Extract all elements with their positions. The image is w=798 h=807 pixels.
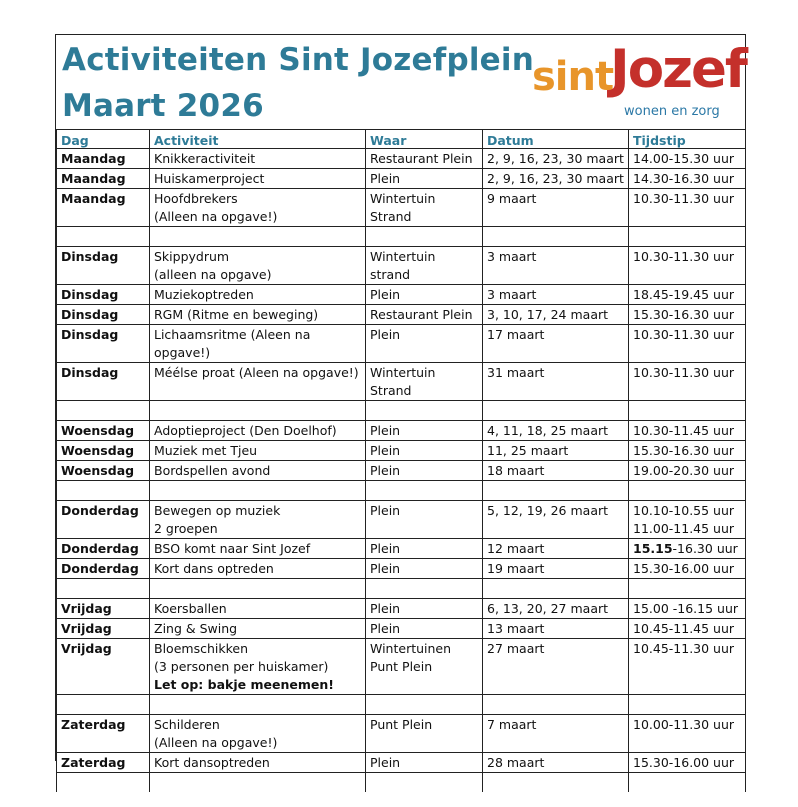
time-text: 10.30-11.30 uur <box>633 191 735 206</box>
date-text: 19 maart <box>487 561 545 576</box>
location-cell <box>366 539 483 559</box>
activity-cell <box>150 363 366 401</box>
document-header <box>56 35 745 130</box>
empty-cell <box>366 481 483 501</box>
location-text: Plein <box>370 503 401 518</box>
activity-text: RGM (Ritme en beweging) <box>154 307 319 322</box>
date-cell <box>483 501 629 539</box>
day-cell: Zaterdag <box>57 715 150 753</box>
spacer-row <box>57 773 746 793</box>
empty-cell <box>57 481 150 501</box>
location-text: Plein <box>370 755 401 770</box>
location-text: Plein <box>370 561 401 576</box>
location-cell <box>366 599 483 619</box>
empty-cell <box>57 401 150 421</box>
table-row <box>57 461 746 481</box>
day-cell: Woensdag <box>57 421 150 441</box>
column-header-dag: Dag <box>57 130 150 149</box>
activity-cell <box>150 461 366 481</box>
spacer-row <box>57 227 746 247</box>
time-text: 15.30-16.00 uur <box>633 755 735 770</box>
table-row <box>57 539 746 559</box>
time-cell <box>629 559 746 579</box>
empty-cell <box>57 579 150 599</box>
day-cell: Vrijdag <box>57 599 150 619</box>
activity-text: Schilderen <box>154 717 220 732</box>
activity-text: Skippydrum <box>154 249 230 264</box>
time-text: 10.10-10.55 uur <box>633 503 735 518</box>
activity-cell <box>150 149 366 169</box>
empty-cell <box>629 481 746 501</box>
activity-text: Bloemschikken <box>154 641 248 656</box>
activity-text: Knikkeractiviteit <box>154 151 256 166</box>
activity-text: Muziek met Tjeu <box>154 443 258 458</box>
activity-cell <box>150 501 366 539</box>
table-row <box>57 363 746 401</box>
location-text: Punt Plein <box>370 717 433 732</box>
activity-text: Lichaamsritme (Aleen na <box>154 327 311 342</box>
page-title: Activiteiten Sint Jozefplein <box>62 42 534 78</box>
day-cell: Woensdag <box>57 461 150 481</box>
activity-text: Zing & Swing <box>154 621 238 636</box>
time-text: 10.30-11.30 uur <box>633 327 735 342</box>
date-text: 18 maart <box>487 463 545 478</box>
location-text: Wintertuinen <box>370 641 452 656</box>
table-row <box>57 501 746 539</box>
date-text: 7 maart <box>487 717 537 732</box>
table-row <box>57 149 746 169</box>
table-body <box>57 149 746 793</box>
date-text: 3 maart <box>487 287 537 302</box>
table-row <box>57 421 746 441</box>
date-cell <box>483 539 629 559</box>
time-text: 14.30-16.30 uur <box>633 171 735 186</box>
table-header-row <box>57 130 746 149</box>
time-text: 10.45-11.45 uur <box>633 621 735 636</box>
document-page <box>55 34 746 770</box>
column-header-activiteit: Activiteit <box>150 130 366 149</box>
empty-cell <box>629 579 746 599</box>
activity-text: BSO komt naar Sint Jozef <box>154 541 311 556</box>
location-cell <box>366 441 483 461</box>
time-cell <box>629 539 746 559</box>
day-cell: Vrijdag <box>57 619 150 639</box>
location-text: Punt Plein <box>370 659 433 674</box>
time-text: 15.30-16.00 uur <box>633 561 735 576</box>
date-text: 3 maart <box>487 249 537 264</box>
day-cell: Dinsdag <box>57 363 150 401</box>
location-cell <box>366 169 483 189</box>
date-cell <box>483 599 629 619</box>
empty-cell <box>57 695 150 715</box>
activity-cell <box>150 753 366 773</box>
table-row <box>57 305 746 325</box>
empty-cell <box>150 401 366 421</box>
time-end: -16.30 uur <box>672 541 738 556</box>
sint-jozef-logo <box>532 39 746 125</box>
time-text: 14.00-15.30 uur <box>633 151 735 166</box>
date-cell <box>483 715 629 753</box>
empty-cell <box>483 579 629 599</box>
time-cell <box>629 169 746 189</box>
location-text: Plein <box>370 601 401 616</box>
date-text: 13 maart <box>487 621 545 636</box>
table-row <box>57 325 746 363</box>
activity-cell <box>150 441 366 461</box>
location-cell <box>366 501 483 539</box>
page-subtitle: Maart 2026 <box>62 88 264 124</box>
empty-cell <box>366 227 483 247</box>
day-cell: Maandag <box>57 149 150 169</box>
date-cell <box>483 325 629 363</box>
location-text: Restaurant Plein <box>370 307 473 322</box>
location-cell <box>366 461 483 481</box>
date-cell <box>483 305 629 325</box>
day-cell: Woensdag <box>57 441 150 461</box>
location-text: Strand <box>370 383 412 398</box>
empty-cell <box>366 401 483 421</box>
activity-text: Bordspellen avond <box>154 463 271 478</box>
time-start: 15.15 <box>633 541 673 556</box>
empty-cell <box>150 227 366 247</box>
date-text: 5, 12, 19, 26 maart <box>487 503 609 518</box>
table-row <box>57 753 746 773</box>
date-text: 2, 9, 16, 23, 30 maart <box>487 171 624 186</box>
activity-cell <box>150 559 366 579</box>
activity-cell <box>150 169 366 189</box>
empty-cell <box>366 773 483 793</box>
location-cell <box>366 619 483 639</box>
activity-text: 2 groepen <box>154 521 218 536</box>
activity-cell <box>150 325 366 363</box>
location-text: Plein <box>370 287 401 302</box>
date-cell <box>483 421 629 441</box>
time-cell <box>629 461 746 481</box>
time-text: 10.45-11.30 uur <box>633 641 735 656</box>
empty-cell <box>57 227 150 247</box>
date-text: 17 maart <box>487 327 545 342</box>
date-cell <box>483 619 629 639</box>
location-cell <box>366 285 483 305</box>
date-cell <box>483 753 629 773</box>
time-text: 11.00-11.45 uur <box>633 521 735 536</box>
time-text: 19.00-20.30 uur <box>633 463 735 478</box>
activity-cell <box>150 305 366 325</box>
date-cell <box>483 363 629 401</box>
spacer-row <box>57 401 746 421</box>
time-text: 18.45-19.45 uur <box>633 287 735 302</box>
location-text: Wintertuin <box>370 249 436 264</box>
spacer-row <box>57 695 746 715</box>
location-cell <box>366 325 483 363</box>
table-row <box>57 285 746 305</box>
empty-cell <box>366 579 483 599</box>
location-text: Plein <box>370 621 401 636</box>
table-row <box>57 189 746 227</box>
time-text: 10.30-11.45 uur <box>633 423 735 438</box>
day-cell: Dinsdag <box>57 325 150 363</box>
empty-cell <box>150 695 366 715</box>
spacer-row <box>57 481 746 501</box>
time-cell <box>629 619 746 639</box>
activity-cell <box>150 715 366 753</box>
day-cell: Donderdag <box>57 501 150 539</box>
empty-cell <box>150 579 366 599</box>
location-cell <box>366 363 483 401</box>
time-cell <box>629 501 746 539</box>
activity-cell <box>150 619 366 639</box>
activity-text: Hoofdbrekers <box>154 191 238 206</box>
time-cell <box>629 753 746 773</box>
date-text: 12 maart <box>487 541 545 556</box>
time-cell <box>629 639 746 695</box>
date-text: 31 maart <box>487 365 545 380</box>
location-text: Strand <box>370 209 412 224</box>
day-cell: Vrijdag <box>57 639 150 695</box>
location-cell <box>366 189 483 227</box>
location-cell <box>366 305 483 325</box>
activity-text: (Alleen na opgave!) <box>154 209 278 224</box>
activity-cell <box>150 285 366 305</box>
table-row <box>57 715 746 753</box>
empty-cell <box>483 481 629 501</box>
activity-schedule-table <box>56 129 746 792</box>
date-cell <box>483 149 629 169</box>
date-text: 28 maart <box>487 755 545 770</box>
location-text: Plein <box>370 171 401 186</box>
activity-text: Méélse proat (Aleen na opgave!) <box>154 365 359 380</box>
activity-text: (Alleen na opgave!) <box>154 735 278 750</box>
table-row <box>57 559 746 579</box>
location-text: Plein <box>370 327 401 342</box>
location-text: strand <box>370 267 411 282</box>
date-cell <box>483 461 629 481</box>
spacer-row <box>57 579 746 599</box>
time-text: 15.30-16.30 uur <box>633 307 735 322</box>
table-row <box>57 441 746 461</box>
location-cell <box>366 559 483 579</box>
column-header-tijdstip: Tijdstip <box>629 130 746 149</box>
activity-text: Muziekoptreden <box>154 287 254 302</box>
empty-cell <box>629 773 746 793</box>
location-text: Plein <box>370 463 401 478</box>
activity-cell <box>150 539 366 559</box>
activity-text: Kort dansoptreden <box>154 755 270 770</box>
empty-cell <box>483 695 629 715</box>
date-cell <box>483 189 629 227</box>
time-text: 15.00 -16.15 uur <box>633 601 739 616</box>
time-cell <box>629 189 746 227</box>
activity-cell <box>150 639 366 695</box>
column-header-datum: Datum <box>483 130 629 149</box>
activity-cell <box>150 421 366 441</box>
activity-cell <box>150 189 366 227</box>
time-cell <box>629 715 746 753</box>
empty-cell <box>629 401 746 421</box>
time-text: 10.30-11.30 uur <box>633 249 735 264</box>
location-text: Restaurant Plein <box>370 151 473 166</box>
logo-jozef-text: Jozef <box>610 39 746 100</box>
empty-cell <box>150 773 366 793</box>
date-text: 4, 11, 18, 25 maart <box>487 423 609 438</box>
activity-text: Bewegen op muziek <box>154 503 281 518</box>
date-text: 3, 10, 17, 24 maart <box>487 307 609 322</box>
empty-cell <box>483 401 629 421</box>
location-cell <box>366 639 483 695</box>
day-cell: Dinsdag <box>57 285 150 305</box>
location-cell <box>366 247 483 285</box>
time-cell <box>629 285 746 305</box>
time-cell <box>629 149 746 169</box>
date-cell <box>483 285 629 305</box>
date-text: 11, 25 maart <box>487 443 569 458</box>
empty-cell <box>57 773 150 793</box>
date-text: 2, 9, 16, 23, 30 maart <box>487 151 624 166</box>
activity-text: Huiskamerproject <box>154 171 265 186</box>
date-text: 6, 13, 20, 27 maart <box>487 601 609 616</box>
activity-text: Kort dans optreden <box>154 561 274 576</box>
table-row <box>57 619 746 639</box>
location-cell <box>366 421 483 441</box>
time-cell <box>629 363 746 401</box>
date-text: 27 maart <box>487 641 545 656</box>
location-text: Wintertuin <box>370 191 436 206</box>
activity-text: opgave!) <box>154 345 211 360</box>
table-row <box>57 599 746 619</box>
time-cell <box>629 305 746 325</box>
day-cell: Maandag <box>57 169 150 189</box>
logo-sint-text: sint <box>532 54 614 100</box>
activity-cell <box>150 247 366 285</box>
day-cell: Donderdag <box>57 539 150 559</box>
date-cell <box>483 247 629 285</box>
empty-cell <box>629 695 746 715</box>
activity-text: Adoptieproject (Den Doelhof) <box>154 423 337 438</box>
time-cell <box>629 421 746 441</box>
date-cell <box>483 639 629 695</box>
date-text: 9 maart <box>487 191 537 206</box>
column-header-waar: Waar <box>366 130 483 149</box>
location-text: Plein <box>370 541 401 556</box>
activity-cell <box>150 599 366 619</box>
day-cell: Dinsdag <box>57 305 150 325</box>
activity-text: (3 personen per huiskamer) <box>154 659 329 674</box>
time-text: 10.30-11.30 uur <box>633 365 735 380</box>
empty-cell <box>629 227 746 247</box>
location-cell <box>366 149 483 169</box>
empty-cell <box>150 481 366 501</box>
date-cell <box>483 559 629 579</box>
location-cell <box>366 753 483 773</box>
time-cell <box>629 247 746 285</box>
logo-tagline: wonen en zorg <box>624 104 720 119</box>
activity-text: Koersballen <box>154 601 227 616</box>
day-cell: Maandag <box>57 189 150 227</box>
activity-note: Let op: bakje meenemen! <box>154 677 334 692</box>
location-text: Plein <box>370 423 401 438</box>
time-cell <box>629 325 746 363</box>
table-row <box>57 247 746 285</box>
time-text: 10.00-11.30 uur <box>633 717 735 732</box>
empty-cell <box>483 773 629 793</box>
table-row <box>57 639 746 695</box>
empty-cell <box>366 695 483 715</box>
day-cell: Dinsdag <box>57 247 150 285</box>
time-cell <box>629 441 746 461</box>
location-cell <box>366 715 483 753</box>
day-cell: Zaterdag <box>57 753 150 773</box>
day-cell: Donderdag <box>57 559 150 579</box>
table-row <box>57 169 746 189</box>
activity-text: (alleen na opgave) <box>154 267 272 282</box>
location-text: Wintertuin <box>370 365 436 380</box>
time-text: 15.30-16.30 uur <box>633 443 735 458</box>
date-cell <box>483 441 629 461</box>
location-text: Plein <box>370 443 401 458</box>
empty-cell <box>483 227 629 247</box>
time-cell <box>629 599 746 619</box>
date-cell <box>483 169 629 189</box>
